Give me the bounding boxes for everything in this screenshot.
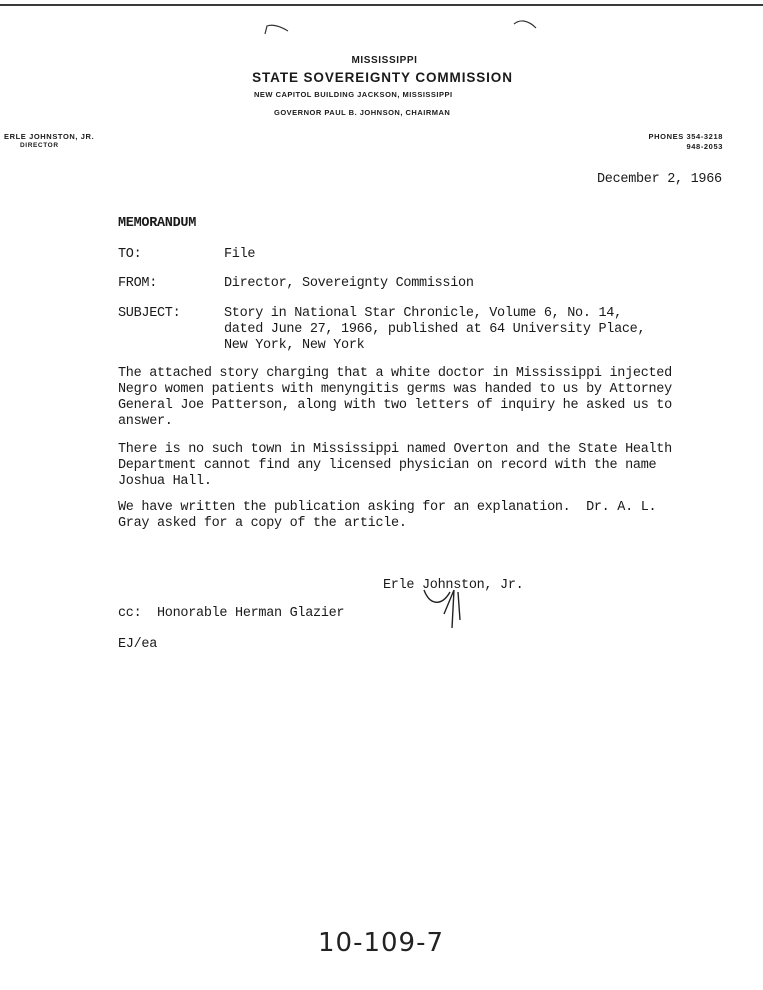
scan-mark (262, 22, 292, 38)
paragraph-3: We have written the publication asking for an explanation. Dr. A. L. Gray asked for a copy of the article. (118, 500, 657, 531)
letterhead-governor: GOVERNOR PAUL B. JOHNSON, CHAIRMAN (274, 108, 451, 117)
letterhead-director-name: ERLE JOHNSTON, JR. (4, 132, 95, 141)
typist-initials: EJ/ea (118, 637, 158, 652)
subject-value: Story in National Star Chronicle, Volume 6, No. 14, dated June 27, 1966, published at 64 University Place, New York, New York (224, 306, 646, 353)
cc-line: cc: Honorable Herman Glazier (118, 606, 345, 621)
file-number-handwritten: 10-109-7 (318, 928, 445, 958)
letterhead-director-title: DIRECTOR (20, 142, 59, 149)
letterhead-commission: STATE SOVEREIGNTY COMMISSION (252, 70, 513, 85)
memo-date: December 2, 1966 (597, 172, 722, 187)
scan-mark (512, 18, 538, 32)
from-value: Director, Sovereignty Commission (224, 276, 474, 291)
from-label: FROM: (118, 276, 158, 291)
to-label: TO: (118, 247, 142, 262)
letterhead-address: NEW CAPITOL BUILDING JACKSON, MISSISSIPPI (254, 90, 453, 99)
paragraph-1: The attached story charging that a white doctor in Mississippi injected Negro women patients with menyngitis germs was handed to us by Attorney General Joe Patterson, along with two letters of inquiry he asked us to answer. (118, 366, 672, 429)
to-value: File (224, 247, 256, 262)
letterhead-phone-2: 948-2053 (686, 142, 723, 151)
paragraph-2: There is no such town in Mississippi named Overton and the State Health Department cannot find any licensed physician on record with the name Joshua Hall. (118, 442, 672, 489)
memo-heading: MEMORANDUM (118, 216, 197, 231)
signature-typed: Erle Johnston, Jr. (383, 578, 524, 593)
letterhead-phone-1: PHONES 354-3218 (648, 132, 723, 141)
top-edge-line (0, 4, 763, 6)
handwritten-initials (420, 584, 468, 632)
letterhead-state: MISSISSIPPI (351, 55, 418, 66)
subject-label: SUBJECT: (118, 306, 181, 321)
